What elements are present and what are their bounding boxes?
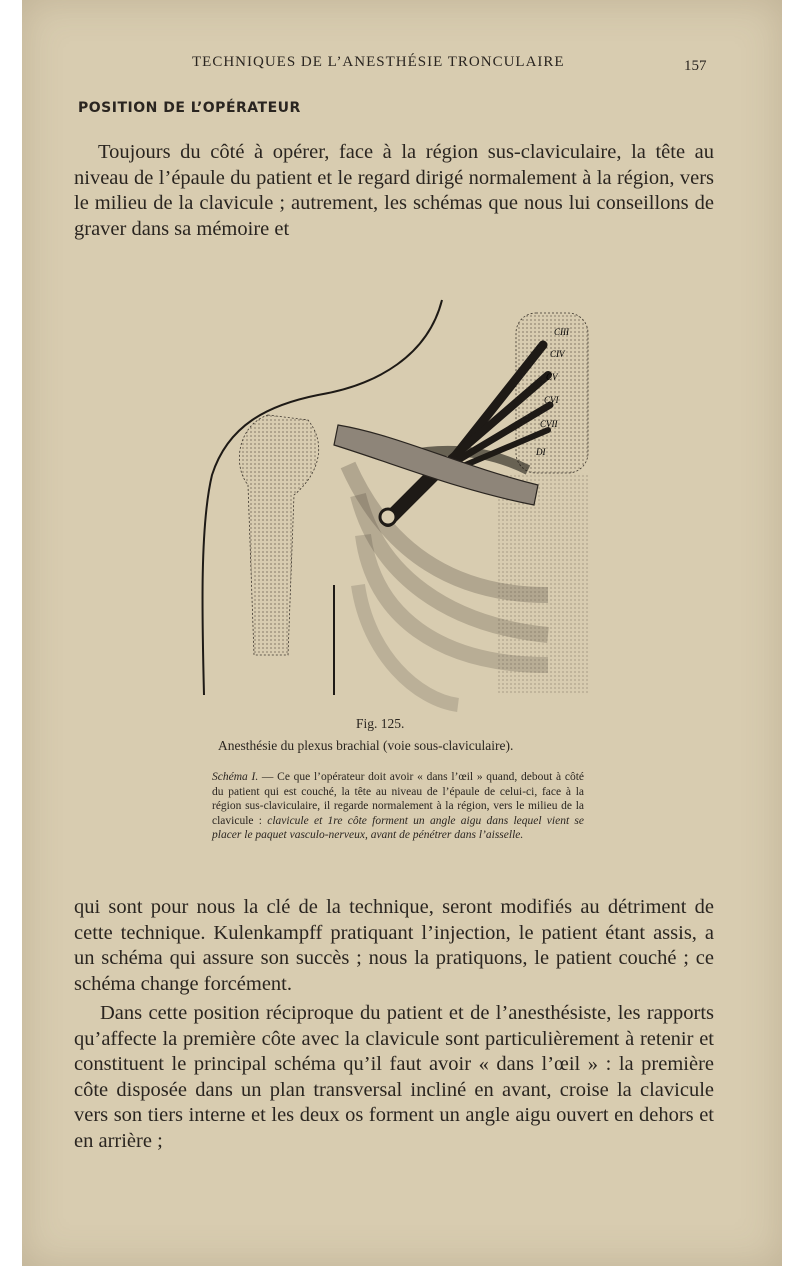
legend-schema: Schéma I. bbox=[212, 771, 259, 783]
vertebra-label-c5: CV bbox=[546, 372, 558, 382]
figure-label: Fig. 125. bbox=[356, 716, 405, 731]
thoracic-area bbox=[498, 475, 588, 695]
figure-caption: Anesthésie du plexus brachial (voie sous-claviculaire). bbox=[218, 738, 514, 753]
figure-legend bbox=[212, 770, 584, 843]
vertebra-label-c7: CVII bbox=[540, 419, 558, 429]
legend-emphasis: clavicule et 1re côte forment un angle aigu dans lequel vient se placer le paquet vasculo-nerveux, avant de pénétrer dans l’aisselle. bbox=[212, 814, 584, 841]
legend-text: — Ce que l’opérateur doit avoir « dans l’œil » quand, debout à côté du patient qui est couché, la tête au niveau de l’épaule de celui-ci, face à la région sus-claviculaire, il regarde normalement à la région, vers le milieu de la clavicule : bbox=[212, 771, 584, 827]
running-title: TECHNIQUES DE L’ANESTHÉSIE TRONCULAIRE bbox=[192, 54, 565, 70]
paragraph-2: qui sont pour nous la clé de la technique, seront modifiés au détriment de cette technique. Kulenkampff pratiquant l’injection, le patient étant assis, a un schéma qui assure son succès ; nous la pratiquons, le patient couché ; ce schéma change forcément. bbox=[74, 896, 714, 995]
vertebra-label-c6: CVI bbox=[544, 395, 559, 405]
anatomical-figure bbox=[198, 295, 598, 715]
book-page bbox=[22, 0, 782, 1266]
page-number: 157 bbox=[684, 58, 707, 74]
vertebra-label-d1: DI bbox=[536, 447, 546, 457]
vertebra-label-c3: CIII bbox=[554, 327, 569, 337]
paragraph-1: Toujours du côté à opérer, face à la région sus-claviculaire, la tête au niveau de l’épaule du patient et le regard dirigé normalement à la région, vers le milieu de la clavicule ; autrement, les schémas que nous lui conseillons de graver dans sa mémoire et bbox=[74, 141, 714, 240]
vessel-section bbox=[380, 509, 396, 525]
humerus bbox=[239, 415, 318, 655]
vertebra-label-c4: CIV bbox=[550, 349, 565, 359]
paragraph-3: Dans cette position réciproque du patient et de l’anesthésiste, les rapports qu’affecte la première côte avec la clavicule sont particulièrement à retenir et constituent le principal schéma qu’il faut avoir « dans l’œil » : la première côte disposée dans un plan transversal incliné en avant, croise la clavicule vers son tiers interne et les deux os forment un angle aigu ouvert en dehors et en arrière ; bbox=[74, 1002, 714, 1152]
section-heading: POSITION DE L’OPÉRATEUR bbox=[78, 100, 301, 116]
